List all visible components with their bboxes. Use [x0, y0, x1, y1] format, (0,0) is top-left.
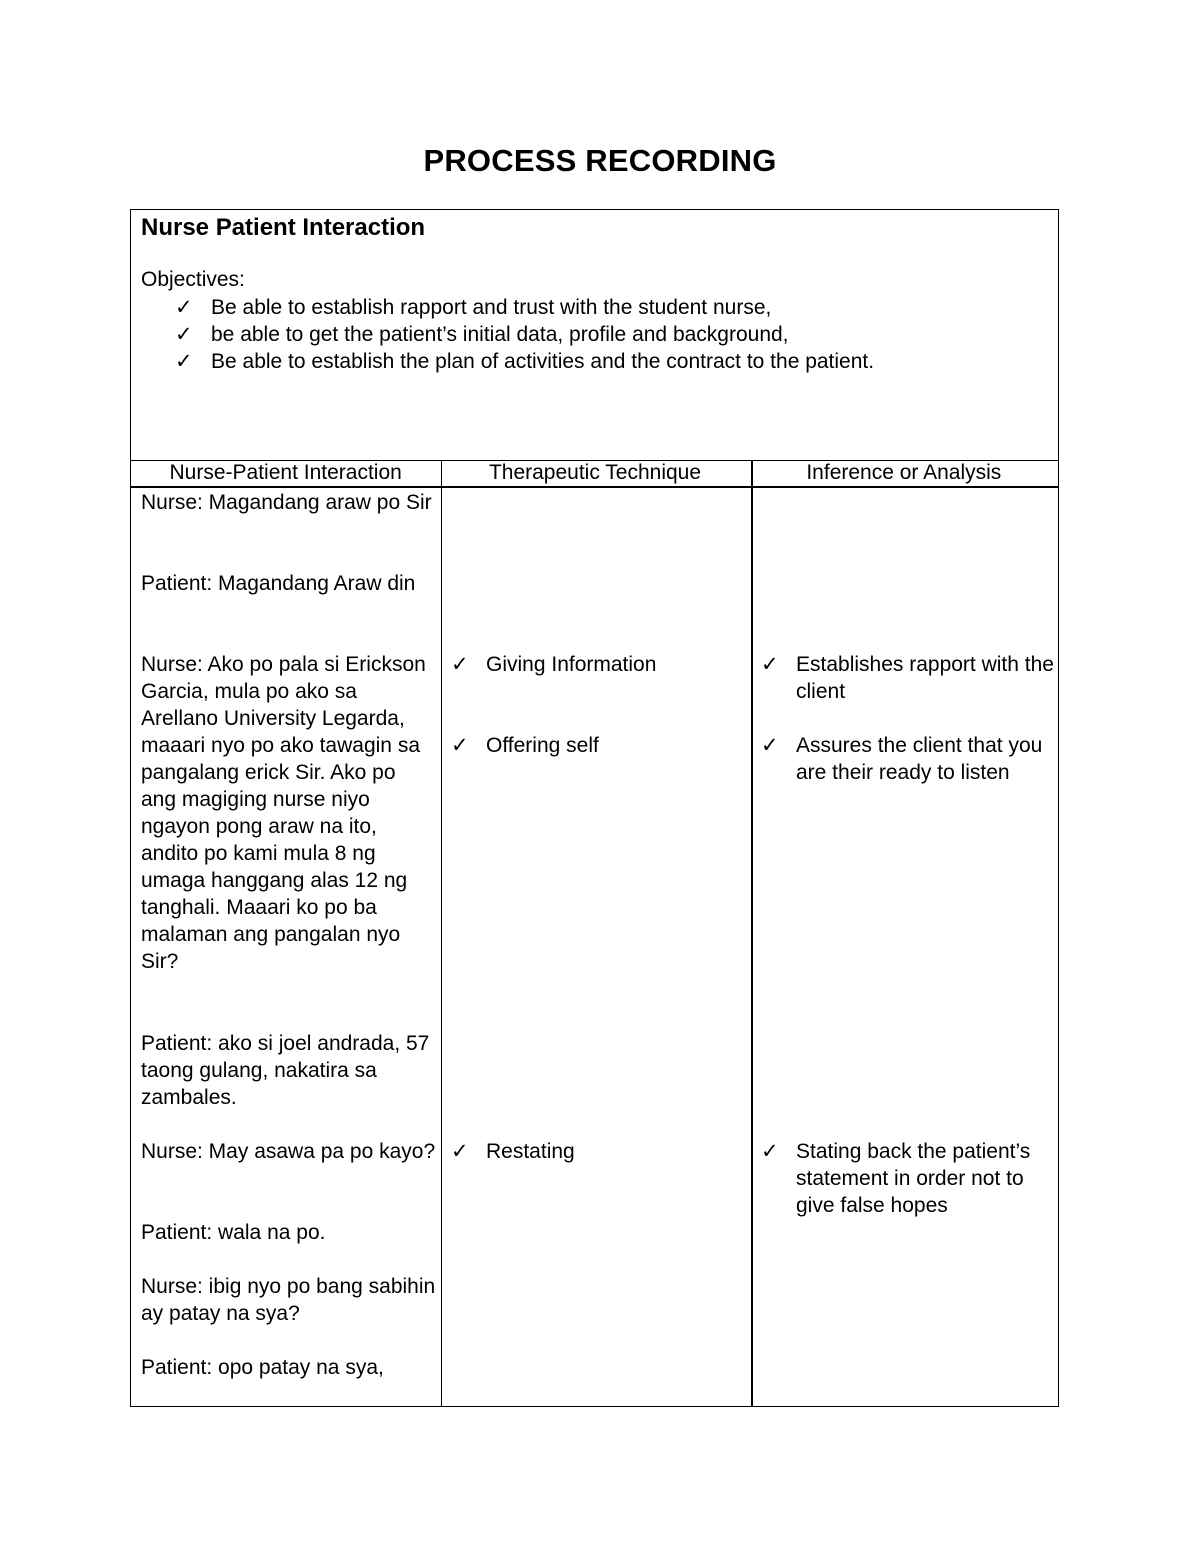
check-icon: ✓: [451, 1140, 469, 1163]
dialogue-line: Nurse: May asawa pa po kayo?: [141, 1140, 436, 1163]
check-icon: ✓: [451, 734, 469, 757]
dialogue-line: Nurse: Ako po pala si Erickson Garcia, mula po ako sa Arellano University Legarda, maaari nyo po ako tawagin sa pangalang erick Sir. Ako po ang magiging nurse niyo ngayon pong araw na ito, andito po kami mula 8 ng umaga hanggang alas 12 ng tanghali. Maaari ko po ba malaman ang pangalan nyo Sir?: [141, 653, 426, 973]
objective-item: ✓ be able to get the patient’s initial data, profile and background,: [175, 323, 789, 346]
objectives-list: [141, 294, 1048, 375]
check-icon: ✓: [761, 653, 779, 676]
dialogue-line: Nurse: ibig nyo po bang sabihin ay patay na sya?: [141, 1275, 436, 1325]
objective-item: ✓ Be able to establish rapport and trust with the student nurse,: [175, 296, 772, 319]
dialogue-line: Patient: ako si joel andrada, 57 taong gulang, nakatira sa zambales.: [141, 1032, 430, 1109]
column-header-inference: Inference or Analysis: [806, 461, 1002, 484]
check-icon: ✓: [175, 350, 193, 373]
technique-item: ✓ Offering self: [451, 734, 599, 757]
process-recording-table: [130, 209, 1059, 1407]
objectives-label: Objectives:: [141, 268, 245, 291]
dialogue-line: Nurse: Magandang araw po Sir: [141, 491, 432, 514]
column-divider: [441, 460, 442, 1406]
dialogue-line: Patient: Magandang Araw din: [141, 572, 416, 595]
inference-item: ✓ Assures the client that you are their ready to listen: [761, 734, 1043, 784]
objectives-section: [131, 210, 1058, 460]
check-icon: ✓: [761, 734, 779, 757]
column-divider: [751, 460, 753, 1406]
check-icon: ✓: [175, 296, 193, 319]
section-title: Nurse Patient Interaction: [141, 214, 426, 241]
technique-item: ✓ Restating: [451, 1140, 575, 1163]
inference-item: ✓ Establishes rapport with the client: [761, 653, 1054, 703]
technique-item: ✓ Giving Information: [451, 653, 657, 676]
column-headers: [131, 460, 1058, 488]
column-header-interaction: Nurse-Patient Interaction: [169, 461, 402, 484]
column-header-technique: Therapeutic Technique: [488, 461, 702, 484]
objective-item: ✓ Be able to establish the plan of activities and the contract to the patient.: [175, 350, 875, 373]
check-icon: ✓: [175, 323, 193, 346]
check-icon: ✓: [761, 1140, 779, 1163]
check-icon: ✓: [451, 653, 469, 676]
dialogue-line: Patient: wala na po.: [141, 1221, 326, 1244]
dialogue-line: Patient: opo patay na sya,: [141, 1356, 384, 1379]
page-title: PROCESS RECORDING: [423, 143, 777, 178]
inference-item: ✓ Stating back the patient’s statement in order not to give false hopes: [761, 1140, 1031, 1217]
